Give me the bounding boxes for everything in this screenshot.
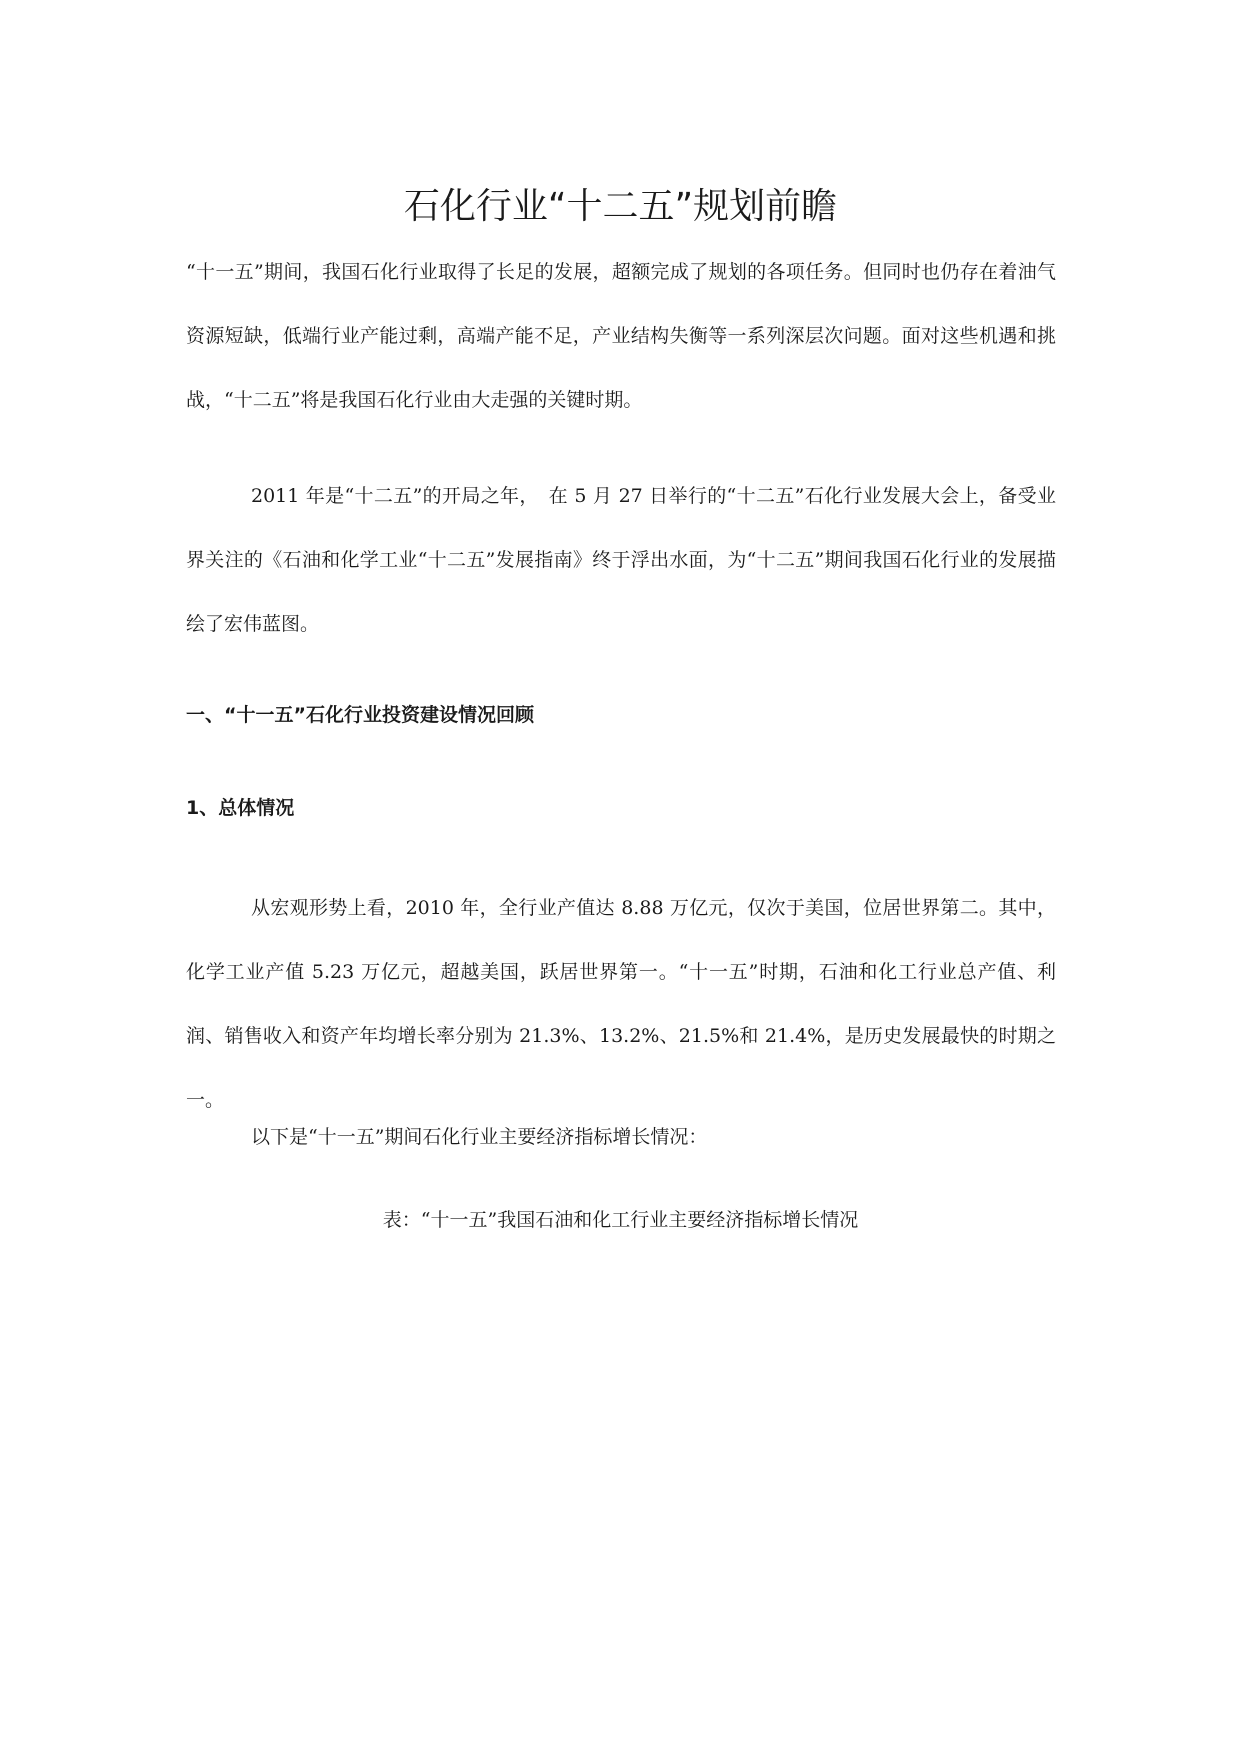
indicator-intro-paragraph: 以下是“十一五”期间石化行业主要经济指标增长情况： bbox=[251, 1126, 708, 1148]
document-title: 石化行业“十二五”规划前瞻 bbox=[403, 186, 838, 228]
opening-year-paragraph: 2011 年是“十二五”的开局之年， 在 5 月 27 日举行的“十二五”石化行业发展大会上，备受业界关注的《石油和化学工业“十二五”发展指南》终于浮出水面，为“十二五”期间我国石化行业的发展描绘了宏伟蓝图。 bbox=[186, 485, 1056, 635]
subsection-heading: 1、总体情况 bbox=[186, 797, 295, 819]
macro-situation-paragraph: 从宏观形势上看，2010 年，全行业产值达 8.88 万亿元，仅次于美国，位居世界第二。其中，化学工业产值 5.23 万亿元，超越美国，跃居世界第一。“十一五”时期，石油和化工行业总产值、利润、销售收入和资产年均增长率分别为 21.3%、13.2%、21.5%和 21.4%，是历史发展最快的时期之一。 bbox=[186, 897, 1056, 1111]
section-heading: 一、“十一五”石化行业投资建设情况回顾 bbox=[186, 704, 534, 726]
intro-paragraph: “十一五”期间，我国石化行业取得了长足的发展，超额完成了规划的各项任务。但同时也仍存在着油气资源短缺，低端行业产能过剩，高端产能不足，产业结构失衡等一系列深层次问题。面对这些机遇和挑战，“十二五”将是我国石化行业由大走强的关键时期。 bbox=[186, 261, 1056, 411]
table-caption: 表：“十一五”我国石油和化工行业主要经济指标增长情况 bbox=[382, 1209, 859, 1231]
